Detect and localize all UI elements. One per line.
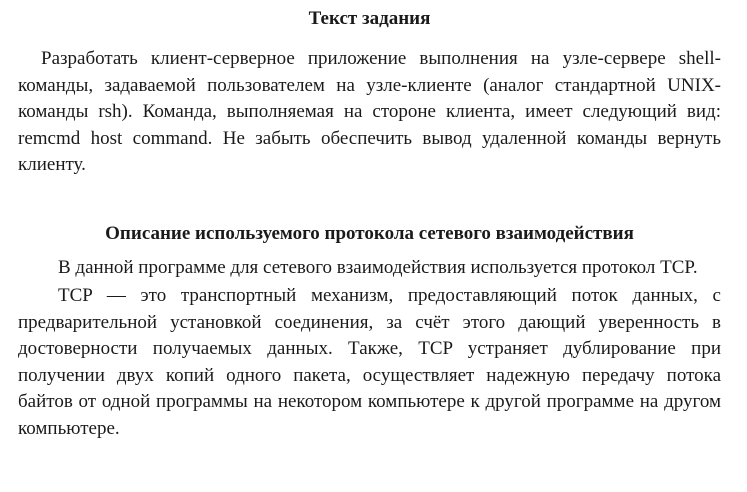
task-paragraph: Разработать клиент-серверное приложение выполнения на узле-сервере shell-команды, задаваемой пользователем на узле-клиенте (аналог стандартной UNIX-команды rsh). Команда, выполняемая на стороне клиента, имеет следующий вид: remcmd host command. Не забыть обеспечить вывод удаленной команды вернуть клиенту. — [18, 48, 721, 175]
section-title-task: Текст задания — [308, 8, 431, 29]
protocol-paragraph-2: TCP — это транспортный механизм, предоставляющий поток данных, с предварительной установкой соединения, за счёт этого дающий уверенность в достоверности получаемых данных. Также, TCP устраняет дублирование при получении двух копий одного пакета, осуществляет надежную передачу потока байтов от одной программы на некотором компьютере к другой программе на другом компьютере. — [18, 285, 721, 439]
section-title-protocol: Описание используемого протокола сетевого взаимодействия — [105, 222, 634, 244]
protocol-paragraph-1: В данной программе для сетевого взаимодействия используется протокол TCP. — [58, 256, 698, 278]
